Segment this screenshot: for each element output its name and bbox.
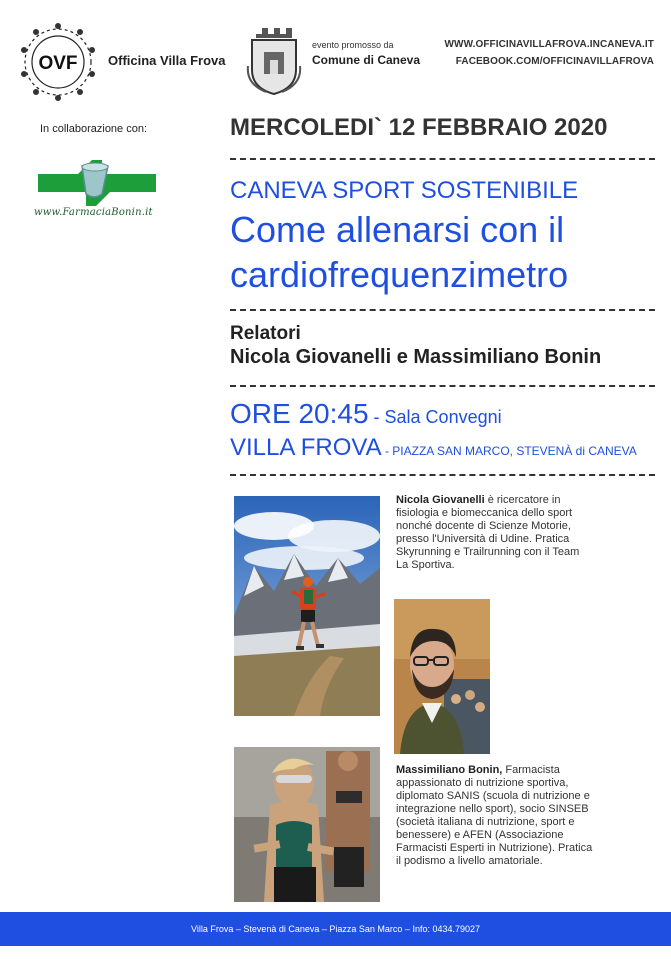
event-time-line — [230, 398, 502, 430]
bio-bonin — [396, 764, 596, 868]
promo-label: evento promosso da — [312, 40, 394, 50]
event-time: ORE 20:45 — [230, 398, 369, 429]
facebook-link[interactable]: FACEBOOK.COM/OFFICINAVILLAFROVA — [455, 56, 654, 67]
divider — [230, 158, 655, 160]
event-title-line2: cardiofrequenzimetro — [230, 254, 569, 295]
divider — [230, 385, 655, 387]
portrait-photo — [394, 599, 490, 754]
event-room: Sala Convegni — [384, 407, 502, 427]
collaboration-label: In collaborazione con: — [40, 123, 148, 135]
caneva-crest-icon — [246, 26, 302, 96]
venue-separator: - — [381, 444, 393, 458]
org-name: Officina Villa Frova — [108, 53, 226, 68]
bio-name: Nicola Giovanelli — [396, 494, 485, 506]
runners-photo — [234, 747, 380, 902]
event-title-line1: Come allenarsi con il — [230, 209, 565, 250]
bio-text: è ricercatore in fisiologia e biomeccanica dello sport nonché docente di Scienze Motorie, presso l'Università di Udine. Pratica Skyrunning e Trailrunning con il Team La Sportiva. — [396, 494, 580, 571]
divider — [230, 309, 655, 311]
event-address: PIAZZA SAN MARCO, STEVENÀ di CANEVA — [392, 444, 637, 458]
svg-text:OVF: OVF — [38, 53, 78, 74]
event-series: CANEVA SPORT SOSTENIBILE — [230, 177, 579, 204]
website-link[interactable]: WWW.OFFICINAVILLAFROVA.INCANEVA.IT — [444, 39, 654, 50]
partner-website[interactable]: www.FarmaciaBonin.it — [34, 207, 153, 218]
runner-mountain-photo — [234, 496, 380, 716]
event-date: MERCOLEDI` 12 FEBBRAIO 2020 — [230, 114, 608, 141]
time-separator: - — [368, 407, 385, 427]
event-venue-line — [230, 434, 637, 462]
farmacia-bonin-logo — [38, 160, 156, 206]
ovf-logo — [18, 22, 98, 102]
divider — [230, 474, 655, 476]
speakers-heading: Relatori — [230, 323, 301, 344]
speakers-names: Nicola Giovanelli e Massimiliano Bonin — [230, 346, 602, 368]
footer-info: Villa Frova – Stevenà di Caneva – Piazza San Marco – Info: 0434.79027 — [190, 924, 480, 934]
bio-giovanelli — [396, 494, 586, 572]
bio-text: Farmacista appassionato di nutrizione sportiva, diplomato SANIS (scuola di nutrizione e integrazione nello sport), socio SINSEB (società italiana di nutrizione, sport e benessere) e AFEN (Associazione Farmacisti Esperti in Nutrizione). Pratica il podismo a livello amatoriale. — [396, 764, 593, 867]
bio-name: Massimiliano Bonin, — [396, 764, 503, 776]
event-venue: VILLA FROVA — [230, 434, 382, 461]
promo-org: Comune di Caneva — [312, 53, 421, 67]
